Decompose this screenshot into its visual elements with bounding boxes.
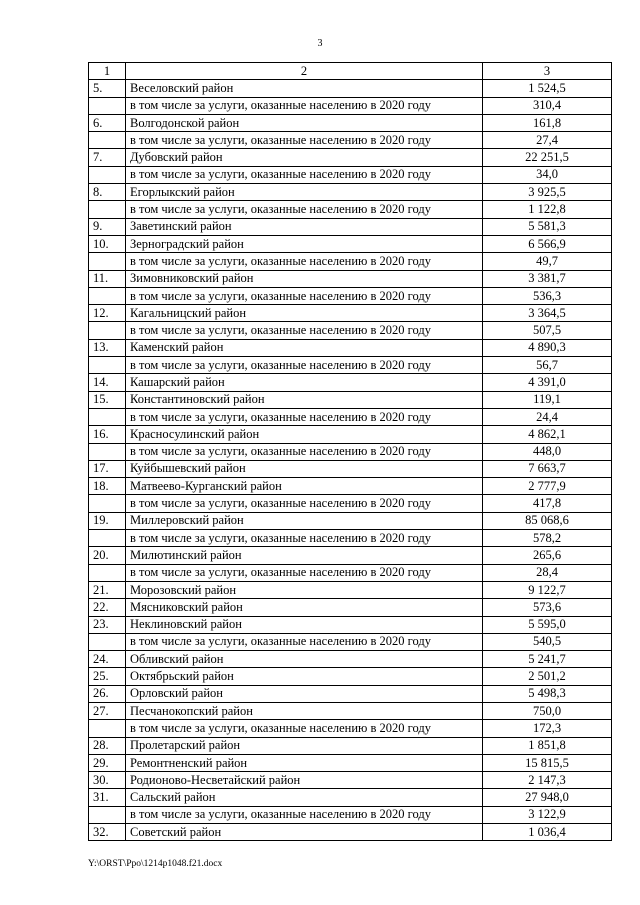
table-row <box>89 512 612 529</box>
amount-value: 22 251,5 <box>483 149 612 166</box>
row-number: 30. <box>89 772 126 789</box>
table-row <box>89 132 612 149</box>
amount-value: 3 925,5 <box>483 184 612 201</box>
amount-value: 2 501,2 <box>483 668 612 685</box>
district-name: в том числе за услуги, оказанные населению в 2020 году <box>126 633 483 650</box>
row-number: 6. <box>89 114 126 131</box>
table-row <box>89 495 612 512</box>
district-name: Пролетарский район <box>126 737 483 754</box>
row-number: 15. <box>89 391 126 408</box>
row-number <box>89 495 126 512</box>
district-name: Родионово-Несветайский район <box>126 772 483 789</box>
amount-value: 5 581,3 <box>483 218 612 235</box>
amount-value: 7 663,7 <box>483 460 612 477</box>
amount-value: 310,4 <box>483 97 612 114</box>
district-name: Матвеево-Курганский район <box>126 478 483 495</box>
header-col-1: 1 <box>89 63 126 80</box>
table-row <box>89 374 612 391</box>
row-number: 29. <box>89 754 126 771</box>
district-name: Неклиновский район <box>126 616 483 633</box>
table-row <box>89 201 612 218</box>
table-row <box>89 322 612 339</box>
district-name: в том числе за услуги, оказанные населению в 2020 году <box>126 720 483 737</box>
table-row <box>89 287 612 304</box>
amount-value: 6 566,9 <box>483 235 612 252</box>
row-number <box>89 564 126 581</box>
amount-value: 507,5 <box>483 322 612 339</box>
table-row <box>89 80 612 97</box>
table-row <box>89 530 612 547</box>
table-row <box>89 184 612 201</box>
row-number: 26. <box>89 685 126 702</box>
row-number: 19. <box>89 512 126 529</box>
row-number <box>89 720 126 737</box>
row-number: 11. <box>89 270 126 287</box>
district-name: в том числе за услуги, оказанные населению в 2020 году <box>126 253 483 270</box>
table-row <box>89 685 612 702</box>
district-name: Ремонтненский район <box>126 754 483 771</box>
table-row <box>89 478 612 495</box>
row-number <box>89 201 126 218</box>
district-name: в том числе за услуги, оказанные населению в 2020 году <box>126 166 483 183</box>
district-name: в том числе за услуги, оказанные населению в 2020 году <box>126 132 483 149</box>
amount-value: 27 948,0 <box>483 789 612 806</box>
file-path-footer: Y:\ORST\Ppo\1214p1048.f21.docx <box>88 859 223 869</box>
table-row <box>89 702 612 719</box>
district-name: в том числе за услуги, оказанные населению в 2020 году <box>126 287 483 304</box>
row-number: 22. <box>89 599 126 616</box>
district-name: Кашарский район <box>126 374 483 391</box>
district-name: Заветинский район <box>126 218 483 235</box>
district-name: Миллеровский район <box>126 512 483 529</box>
district-name: Обливский район <box>126 651 483 668</box>
district-name: в том числе за услуги, оказанные населению в 2020 году <box>126 443 483 460</box>
amount-value: 2 147,3 <box>483 772 612 789</box>
amount-value: 536,3 <box>483 287 612 304</box>
district-name: Октябрьский район <box>126 668 483 685</box>
district-name: Морозовский район <box>126 581 483 598</box>
amount-value: 49,7 <box>483 253 612 270</box>
table-row <box>89 599 612 616</box>
table-row <box>89 218 612 235</box>
district-name: в том числе за услуги, оказанные населению в 2020 году <box>126 806 483 823</box>
amount-value: 1 524,5 <box>483 80 612 97</box>
amount-value: 56,7 <box>483 357 612 374</box>
table-row <box>89 616 612 633</box>
district-name: в том числе за услуги, оказанные населению в 2020 году <box>126 495 483 512</box>
district-name: в том числе за услуги, оказанные населению в 2020 году <box>126 357 483 374</box>
district-name: Веселовский район <box>126 80 483 97</box>
district-name: Константиновский район <box>126 391 483 408</box>
district-name: Мясниковский район <box>126 599 483 616</box>
district-name: Егорлыкский район <box>126 184 483 201</box>
amount-value: 3 364,5 <box>483 305 612 322</box>
amount-value: 4 391,0 <box>483 374 612 391</box>
row-number: 24. <box>89 651 126 668</box>
amount-value: 28,4 <box>483 564 612 581</box>
table-row <box>89 408 612 425</box>
table-row <box>89 443 612 460</box>
table-row <box>89 460 612 477</box>
amount-value: 5 241,7 <box>483 651 612 668</box>
amount-value: 15 815,5 <box>483 754 612 771</box>
district-name: в том числе за услуги, оказанные населению в 2020 году <box>126 97 483 114</box>
amount-value: 5 498,3 <box>483 685 612 702</box>
table-body <box>89 63 612 841</box>
row-number: 25. <box>89 668 126 685</box>
row-number <box>89 287 126 304</box>
table-row <box>89 720 612 737</box>
table-row <box>89 357 612 374</box>
amount-value: 1 122,8 <box>483 201 612 218</box>
row-number: 10. <box>89 235 126 252</box>
amount-value: 578,2 <box>483 530 612 547</box>
row-number: 31. <box>89 789 126 806</box>
amount-value: 448,0 <box>483 443 612 460</box>
row-number <box>89 633 126 650</box>
amount-value: 540,5 <box>483 633 612 650</box>
amount-value: 119,1 <box>483 391 612 408</box>
row-number <box>89 530 126 547</box>
row-number: 13. <box>89 339 126 356</box>
row-number: 27. <box>89 702 126 719</box>
row-number: 21. <box>89 581 126 598</box>
row-number: 18. <box>89 478 126 495</box>
row-number: 23. <box>89 616 126 633</box>
district-name: Орловский район <box>126 685 483 702</box>
amount-value: 5 595,0 <box>483 616 612 633</box>
district-name: Волгодонской район <box>126 114 483 131</box>
amount-value: 27,4 <box>483 132 612 149</box>
row-number: 12. <box>89 305 126 322</box>
amount-value: 573,6 <box>483 599 612 616</box>
amount-value: 9 122,7 <box>483 581 612 598</box>
table-row <box>89 789 612 806</box>
district-name: Зимовниковский район <box>126 270 483 287</box>
row-number <box>89 443 126 460</box>
table-row <box>89 547 612 564</box>
row-number <box>89 132 126 149</box>
header-col-2: 2 <box>126 63 483 80</box>
row-number <box>89 408 126 425</box>
table-row <box>89 806 612 823</box>
amount-value: 172,3 <box>483 720 612 737</box>
row-number: 16. <box>89 426 126 443</box>
row-number: 14. <box>89 374 126 391</box>
district-name: Дубовский район <box>126 149 483 166</box>
table-row <box>89 391 612 408</box>
district-name: Песчанокопский район <box>126 702 483 719</box>
table-row <box>89 737 612 754</box>
amount-value: 4 862,1 <box>483 426 612 443</box>
table-row <box>89 235 612 252</box>
district-name: Советский район <box>126 824 483 841</box>
amount-value: 34,0 <box>483 166 612 183</box>
row-number: 20. <box>89 547 126 564</box>
table-row <box>89 253 612 270</box>
table-row <box>89 149 612 166</box>
table-row <box>89 651 612 668</box>
page-number: 3 <box>317 38 323 49</box>
row-number: 28. <box>89 737 126 754</box>
row-number <box>89 806 126 823</box>
table-row <box>89 824 612 841</box>
district-name: в том числе за услуги, оказанные населению в 2020 году <box>126 408 483 425</box>
amount-value: 161,8 <box>483 114 612 131</box>
amount-value: 24,4 <box>483 408 612 425</box>
district-name: в том числе за услуги, оказанные населению в 2020 году <box>126 564 483 581</box>
header-col-3: 3 <box>483 63 612 80</box>
amount-value: 4 890,3 <box>483 339 612 356</box>
amount-value: 1 851,8 <box>483 737 612 754</box>
amount-value: 85 068,6 <box>483 512 612 529</box>
amount-value: 3 122,9 <box>483 806 612 823</box>
amount-value: 750,0 <box>483 702 612 719</box>
table-row <box>89 772 612 789</box>
table-row <box>89 270 612 287</box>
district-name: Красносулинский район <box>126 426 483 443</box>
row-number <box>89 357 126 374</box>
row-number: 5. <box>89 80 126 97</box>
table-row <box>89 633 612 650</box>
district-name: Милютинский район <box>126 547 483 564</box>
district-name: Каменский район <box>126 339 483 356</box>
table-row <box>89 754 612 771</box>
district-name: в том числе за услуги, оказанные населению в 2020 году <box>126 322 483 339</box>
row-number <box>89 166 126 183</box>
table-row <box>89 581 612 598</box>
district-name: в том числе за услуги, оказанные населению в 2020 году <box>126 530 483 547</box>
row-number: 9. <box>89 218 126 235</box>
table-row <box>89 339 612 356</box>
table-row <box>89 114 612 131</box>
amount-value: 2 777,9 <box>483 478 612 495</box>
row-number: 8. <box>89 184 126 201</box>
data-table <box>88 62 612 841</box>
district-name: Кагальницский район <box>126 305 483 322</box>
table-row <box>89 426 612 443</box>
district-name: Сальский район <box>126 789 483 806</box>
table-row <box>89 166 612 183</box>
amount-value: 3 381,7 <box>483 270 612 287</box>
amount-value: 417,8 <box>483 495 612 512</box>
row-number: 17. <box>89 460 126 477</box>
district-name: Зерноградский район <box>126 235 483 252</box>
amount-value: 1 036,4 <box>483 824 612 841</box>
row-number <box>89 322 126 339</box>
row-number: 32. <box>89 824 126 841</box>
table-row <box>89 97 612 114</box>
row-number <box>89 253 126 270</box>
district-name: в том числе за услуги, оказанные населению в 2020 году <box>126 201 483 218</box>
table-row <box>89 305 612 322</box>
table-row <box>89 564 612 581</box>
table-row <box>89 668 612 685</box>
row-number <box>89 97 126 114</box>
row-number: 7. <box>89 149 126 166</box>
amount-value: 265,6 <box>483 547 612 564</box>
district-name: Куйбышевский район <box>126 460 483 477</box>
table-header-row <box>89 63 612 80</box>
